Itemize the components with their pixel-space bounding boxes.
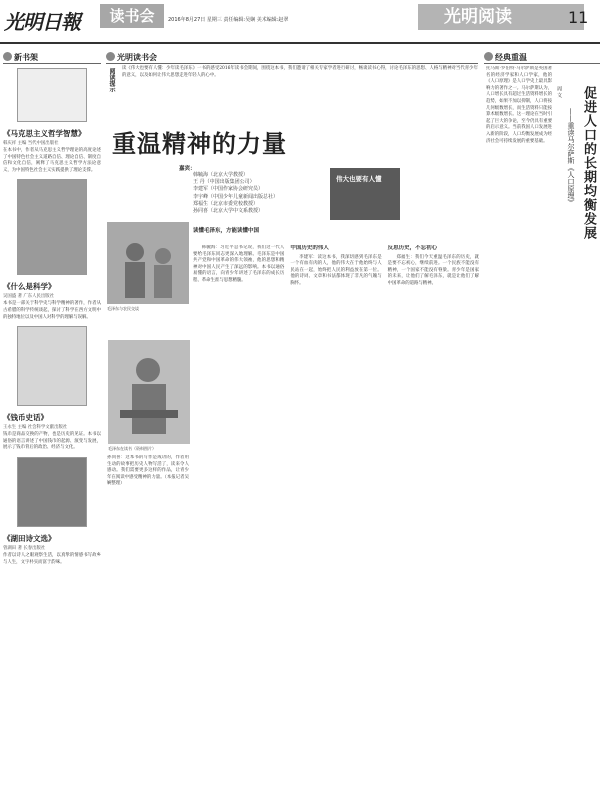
book-blurb: 在本书中，作者从马克思主义哲学理论的高度论述了中国特色社会主义道路自信、理论自信、制度自信和文化自信，阐释了马克思主义哲学方法论意义，为中国特色社会主义实践提供了理论支撑。 bbox=[3, 148, 101, 173]
classics-body: 托马斯·罗伯特·马尔萨斯是英国著名的经济学家和人口学家，他的《人口原理》是人口学史上最具影响力的著作之一。马尔萨斯认为，人口增长具有超过生活资料增长的趋势，如果不加以抑制，人口将按几何级数增长，而生活资料只能按算术级数增长。这一理论在当时引起了巨大的争论，至今仍具有重要的启示意义。当前我国人口发展进入新的阶段，人口均衡发展成为经济社会可持续发展的重要基础。 bbox=[486, 66, 552, 144]
intro-label: 阅读提示 bbox=[108, 68, 115, 92]
article-body-left bbox=[107, 455, 189, 775]
photo-caption: 毛泽东在读书（资料图片） bbox=[108, 446, 156, 451]
guest-item: 郑福生（北京市委党校教授） bbox=[193, 200, 259, 207]
section-tab: 读书会 bbox=[100, 4, 164, 28]
classics-body-continued bbox=[556, 226, 600, 778]
book-cover-image bbox=[17, 326, 87, 406]
book-title: 《湖田诗文选》 bbox=[3, 533, 56, 543]
article-body bbox=[193, 245, 479, 779]
section-dot-icon bbox=[3, 52, 12, 61]
classics-header: 经典重温 bbox=[484, 52, 600, 64]
book-meta: 王永生 主编 社会科学文献出版社 bbox=[3, 425, 68, 431]
photo-caption: 毛泽东与农民交谈 bbox=[107, 306, 139, 311]
photo-mao-with-farmers bbox=[107, 222, 189, 304]
guests-label: 嘉宾： bbox=[179, 166, 196, 172]
article-paragraph: 李建军：读这本书，我深切感到毛泽东是一个有血有肉的人，他的伟大在于他始终与人民站在一起，始终把人民的利益放在第一位。他的诗词、文章和书法都体现了非凡的气魄与胸怀。 bbox=[290, 254, 382, 286]
book-title: 《钱币史话》 bbox=[3, 413, 48, 423]
book-title: 《马克思主义哲学智慧》 bbox=[3, 129, 86, 138]
page-number: 11 bbox=[568, 8, 589, 27]
reading-club-header: 光明读书会 bbox=[106, 52, 478, 64]
section-dot-icon bbox=[106, 52, 115, 61]
guest-item: 王 丹（中国出版集团公司） bbox=[193, 179, 255, 186]
book-cover-image bbox=[17, 457, 87, 527]
classics-title: 促进人口的长期均衡发展 bbox=[581, 86, 596, 240]
guest-item: 李建军（中国作家协会研究员） bbox=[193, 186, 264, 193]
section-dot-icon bbox=[484, 52, 493, 61]
book-meta: 吴国盛 著 广东人民出版社 bbox=[3, 294, 55, 300]
book-meta: 曾湖田 著 长春出版社 bbox=[3, 545, 46, 551]
article-subhead: 读懂毛泽东，方能读懂中国 bbox=[193, 228, 260, 234]
classics-subtitle: ——重读马尔萨斯《人口原理》 bbox=[567, 108, 575, 206]
featured-book-cover: 伟大也要有人懂 bbox=[330, 168, 400, 220]
guest-item: 孙同喜（北京大学中文系教授） bbox=[193, 208, 264, 215]
newspaper-logo: 光明日報 bbox=[4, 10, 80, 34]
intro-text: 读《伟大也要有人懂：少年读毛泽东》一书的感受2016年读书会期间，围绕这本书，我们邀请了相关专家学者进行研讨，畅谈读书心得，讨论毛泽东的思想、人格与精神对当代青少年的意义，以及如何让伟大思想走进年轻人的心中。 bbox=[122, 66, 478, 78]
masthead bbox=[0, 0, 600, 44]
book-title: 《什么是科学》 bbox=[3, 282, 56, 292]
guest-item: 韩毓海（北京大学教授） bbox=[193, 172, 249, 178]
classics-author: 周 文 bbox=[556, 86, 562, 98]
book-meta: 韩庆祥 主编 当代中国出版社 bbox=[3, 141, 59, 146]
section-heading: 反思历史，不忘初心 bbox=[387, 245, 438, 251]
article-paragraph: 郑福生：我们今天重温毛泽东的历史，就是要不忘初心，继续前进。一个民族不能没有精神，一个国家不能没有脊梁。青少年是国家的未来，让他们了解毛泽东，就是让他们了解中国革命的道路与精神。 bbox=[387, 254, 479, 286]
article-paragraph: 孙同喜：这本书的写作是成功的，作者用生动的故事把历史人物写活了，读来令人感动。我们需要更多这样的作品，让青少年在阅读中感受精神的力量。（本报记者吴娴整理） bbox=[107, 455, 189, 487]
page-title: 光明阅读 bbox=[444, 7, 512, 27]
book-cover-image bbox=[17, 68, 87, 122]
new-books-column bbox=[3, 52, 101, 780]
guest-item: 李宇峰（中国少年儿童新闻出版总社） bbox=[193, 193, 279, 200]
guest-list bbox=[193, 172, 278, 215]
book-blurb: 本书是一部关于科学史与科学精神的著作，作者从古希腊的科学传统谈起，探讨了科学在西方文明中的独特地位以及中国人对科学的理解与误解。 bbox=[3, 301, 101, 320]
new-books-header: 新书架 bbox=[3, 52, 101, 64]
photo-mao-reading bbox=[108, 340, 190, 444]
headline: 重温精神的力量 bbox=[112, 129, 287, 158]
book-blurb: 作者以诗人之眼观察生活，以真挚的情感书写故乡与人生，文字朴实而富于韵味。 bbox=[3, 552, 101, 565]
article-paragraph: 韩毓海：习近平总书记说，我们这一代人要给毛泽东同志更深入地理解。毛泽东是中国共产党和中国革命的伟大领袖，他的思想和精神对中国人民产生了深远的影响。本书以通俗易懂的语言，向青少年讲述了毛泽东的成长历程、革命生涯与思想精髓。 bbox=[193, 245, 285, 283]
book-blurb: 钱币是商品交换的产物，也是历史的见证。本书以通俗的语言讲述了中国钱币的起源、演变与发展，展示了钱币背后的政治、经济与文化。 bbox=[3, 432, 101, 451]
issue-line: 2016年8月27日 星期三 责任编辑:吴娴 美术编辑:赵翠 bbox=[168, 17, 289, 23]
section-heading: 中国历史的伟人 bbox=[290, 245, 329, 251]
book-cover-image bbox=[17, 179, 87, 275]
